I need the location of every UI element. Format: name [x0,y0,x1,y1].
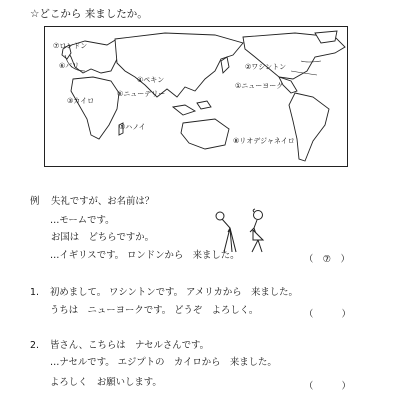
city-label-newyork: ①ニューヨーク [235,82,284,90]
q2-number: 2. [30,340,39,351]
bowing-figures-illustration [210,206,272,256]
q1-number: 1. [30,287,39,298]
city-label-cairo: ③カイロ [67,97,95,105]
city-label-hanoi: ⑤ハノイ [119,123,146,131]
example-line-3: お国は どちらですか。 [51,232,155,243]
city-label-beijing: ④ペキン [137,76,165,84]
q1-line-1: 初めまして。 ワシントンです。 アメリカから 来ました。 [50,287,298,298]
example-answer: （ ⑦ ） [304,254,350,265]
q1-line-2: うちは ニューヨークです。 どうぞ よろしく。 [50,305,259,316]
q2-answer: （ ） [304,381,351,392]
example-line-4: …イギリスです。 ロンドンから 来ました。 [50,250,240,261]
q1-answer: （ ） [304,309,351,320]
city-label-london: ⑦ロンドン [53,42,88,50]
question-title: ☆どこから 来ましたか。 [30,8,148,20]
q2-line-2: …ナセルです。 エジプトの カイロから 来ました。 [50,357,277,368]
example-label: 例 [30,196,40,207]
example-line-1: 失礼ですが、お名前は？ [51,196,155,207]
q2-line-1: 皆さん、こちらは ナセルさんです。 [50,340,210,351]
city-label-newdelhi: ⑥ニューデリー [117,90,166,98]
world-map [44,26,348,167]
city-label-washington: ②ワシントン [245,63,287,71]
city-label-paris: ⑥パリ [59,62,80,70]
q2-line-3: よろしく お願いします。 [50,377,162,388]
city-label-rio: ⑧リオデジャネイロ [233,137,295,145]
example-line-2: …モームです。 [50,215,115,226]
